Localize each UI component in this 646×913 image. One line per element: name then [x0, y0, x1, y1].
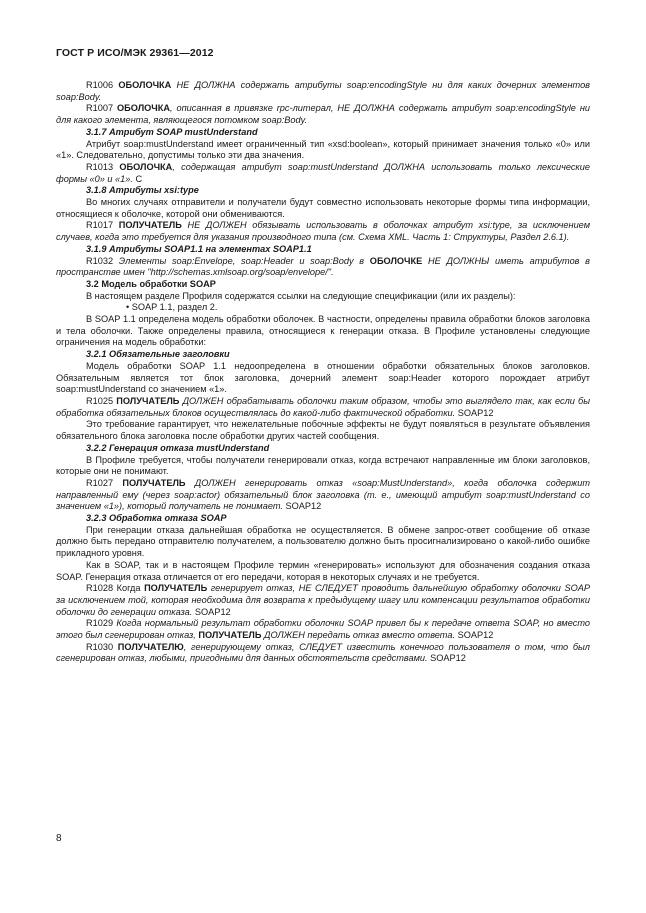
page-number: 8: [56, 833, 62, 844]
document-body: [56, 80, 590, 665]
list-item: • SOAP 1.1, раздел 2.: [126, 302, 218, 313]
requirement-r1017: R1017 ПОЛУЧАТЕЛЬ НЕ ДОЛЖЕН обязывать использовать в оболочках атрибут xsi:type, за исключением случаев, когда это требуется для указания производного типа (см. Схема XML. Часть 1: Структуры, Раздел 2.6.1).: [56, 220, 590, 243]
section-heading-3-2: 3.2 Модель обработки SOAP: [86, 278, 216, 289]
paragraph: Во многих случаях отправители и получатели будут совместно использовать некоторые формы типа информации, относящиеся к оболочке, которой они обмениваются.: [56, 197, 590, 219]
requirement-r1027: R1027 ПОЛУЧАТЕЛЬ ДОЛЖЕН генерировать отказ «soap:MustUnderstand», когда оболочка содержит направленный ему (через soap:actor) обязательный блок заголовка (т. е., имеющий атрибут soap:mustUnderstand со значением «1»), который получатель не понимает. SOAP12: [56, 477, 590, 512]
paragraph: Модель обработки SOAP 1.1 недоопределена в отношении обработки обязательных блоков заголовков. Обязательным является тот блок заголовка, дочерний элемент soap:Header которого порождает атрибут soap:mustUnderstand со значением «1».: [56, 360, 590, 395]
section-heading-3-2-1: 3.2.1 Обязательные заголовки: [86, 349, 230, 360]
paragraph: Как в SOAP, так и в настоящем Профиле термин «генерировать» используют для обозначения создания отказа SOAP. Генерация отказа отличается от его передачи, которая в некоторых случаях и не требуется.: [56, 559, 590, 582]
paragraph: Это требование гарантирует, что нежелательные побочные эффекты не будут появляться в результате объявления обязательного блока заголовка после обработки других частей сообщения.: [56, 419, 590, 442]
paragraph: Атрибут soap:mustUnderstand имеет ограниченный тип «xsd:boolean», который принимает значения только «0» или «1». Следовательно, допустимы только эти два значения.: [56, 138, 590, 161]
paragraph: При генерации отказа дальнейшая обработка не осуществляется. В обмене запрос-ответ сообщение об отказе должно быть передано отправителю получателем, а пользователю должно быть просигнализировано о какой-либо ошибке прикладного уровня.: [56, 524, 590, 559]
requirement-r1030: R1030 ПОЛУЧАТЕЛЮ, генерирующему отказ, СЛЕДУЕТ известить конечного пользователя о том, что был сгенерирован отказ, любыми, пригодными для данных обстоятельств средствами. SOAP12: [56, 641, 590, 664]
requirement-r1007: R1007 ОБОЛОЧКА, описанная в привязке rpc-литерал, НЕ ДОЛЖНА содержать атрибут soap:encodingStyle ни для какого элемента, являющегося потомком soap:Body.: [56, 103, 590, 126]
requirement-r1028: R1028 Когда ПОЛУЧАТЕЛЬ генерирует отказ, НЕ СЛЕДУЕТ проводить дальнейшую обработку оболочки SOAP за исключением той, которая необходима для возврата к предыдущему шагу или компенсации результатов обработки оболочки до генерации отказа. SOAP12: [56, 583, 590, 617]
requirement-r1013: R1013 ОБОЛОЧКА, содержащая атрибут soap:mustUnderstand ДОЛЖНА использовать только лексические формы «0» и «1». C: [56, 161, 590, 184]
section-heading-3-1-8: 3.1.8 Атрибуты xsi:type: [86, 185, 199, 196]
requirement-r1029: R1029 Когда нормальный результат обработки оболочки SOAP привел бы к передаче ответа SOAP, но вместо этого был сгенерирован отказ, ПОЛУЧАТЕЛЬ ДОЛЖЕН передать отказ вместо ответа. SOAP12: [56, 618, 590, 641]
document-header: ГОСТ Р ИСО/МЭК 29361—2012: [56, 47, 214, 59]
section-heading-3-2-2: 3.2.2 Генерация отказа mustUnderstand: [86, 442, 270, 453]
requirement-r1025: R1025 ПОЛУЧАТЕЛЬ ДОЛЖЕН обрабатывать оболочки таким образом, чтобы это выглядело так, как если бы обработка обязательных блоков осуществлялась до какой-либо фактической обработки. SOAP12: [56, 395, 590, 418]
requirement-r1032: R1032 Элементы soap:Envelope, soap:Header и soap:Body в ОБОЛОЧКЕ НЕ ДОЛЖНЫ иметь атрибутов в пространстве имен "http://schemas.xmlsoap.org/soap/envelope/".: [56, 255, 590, 278]
section-heading-3-1-7: 3.1.7 Атрибут SOAP mustUnderstand: [86, 126, 258, 137]
requirement-r1006: R1006 ОБОЛОЧКА НЕ ДОЛЖНА содержать атрибуты soap:encodingStyle ни для каких дочерних элементов soap:Body.: [56, 80, 590, 102]
paragraph: В Профиле требуется, чтобы получатели генерировали отказ, когда встречают направленные им блоки заголовков, которые они не понимают.: [56, 454, 590, 477]
paragraph: В SOAP 1.1 определена модель обработки оболочек. В частности, определены правила обработки блоков заголовка и тела оболочки. Также определены правила, относящиеся к генерации отказа. В Профиле установлены следующие ограничения на модель обработки:: [56, 314, 590, 348]
section-heading-3-2-3: 3.2.3 Обработка отказа SOAP: [86, 513, 227, 524]
section-heading-3-1-9: 3.1.9 Атрибуты SOAP1.1 на элементах SOAP1.1: [86, 243, 312, 254]
paragraph: В настоящем разделе Профиля содержатся ссылки на следующие спецификации (или их разделы):: [86, 290, 516, 301]
